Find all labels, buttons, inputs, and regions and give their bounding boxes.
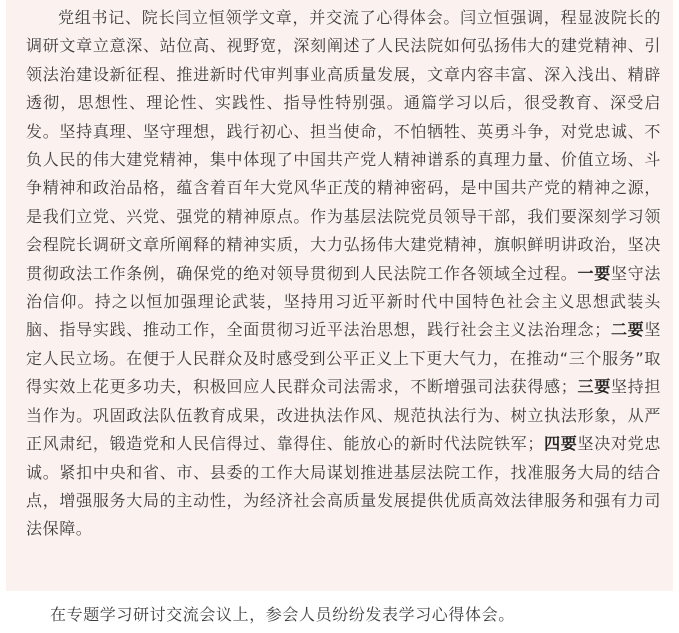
highlighted-article-box — [6, 0, 673, 591]
point-two-label: 二要 — [610, 320, 645, 340]
article-intro-text: 党组书记、院长闫立恒领学文章，并交流了心得体会。闫立恒强调，程显波院长的调研文章立意深、站位高、视野宽，深刻阐述了人民法院如何弘扬伟大的建党精神、引领法治建设新征程、推进新时代审判事业高质量发展，文章内容丰富、深入浅出、精辟透彻，思想性、理论性、实践性、指导性特别强。通篇学习以后，很受教育、深受启发。坚持真理、坚守理想，践行初心、担当使命，不怕牺牲、英勇斗争，对党忠诚、不负人民的伟大建党精神，集中体现了中国共产党人精神谱系的真理力量、价值立场、斗争精神和政治品格，蕴含着百年大党风华正茂的精神密码，是中国共产党的精神之源，是我们立党、兴党、强党的精神原点。作为基层法院党员领导干部，我们要深刻学习领会程院长调研文章所阐释的精神实质，大力弘扬伟大建党精神，旗帜鲜明讲政治，坚决贯彻政法工作条例，确保党的绝对领导贯彻到人民法院工作各领域全过程。 — [26, 8, 661, 283]
point-three-text: 坚持担当作为。巩固政法队伍教育成果，改进执法作风、规范执法行为、树立执法形象，从严正风肃纪，锻造党和人民信得过、靠得住、能放心的新时代法院铁军； — [26, 377, 661, 454]
point-one-text: 坚守法治信仰。持之以恒加强理论武装，坚持用习近平新时代中国特色社会主义思想武装头脑、指导实践、推动工作，全面贯彻习近平法治思想，践行社会主义法治理念； — [26, 263, 661, 340]
point-one-label: 一要 — [577, 263, 611, 283]
point-three-label: 三要 — [577, 377, 611, 397]
footer-paragraph: 在专题学习研讨交流会议上，参会人员纷纷发表学习心得体会。 — [50, 605, 515, 624]
point-two-text: 坚定人民立场。在便于人民群众及时感受到公平正义上下更大气力，在推动“三个服务”取得实效上花更多功夫，积极回应人民群众司法需求，不断增强司法获得感； — [26, 320, 661, 397]
article-paragraph — [26, 4, 661, 544]
point-four-label: 四要 — [543, 434, 578, 454]
point-four-text: 坚决对党忠诚。紧扣中央和省、市、县委的工作大局谋划推进基层法院工作，找准服务大局的结合点，增强服务大局的主动性，为经济社会高质量发展提供优质高效法律服务和强有力司法保障。 — [26, 434, 661, 539]
